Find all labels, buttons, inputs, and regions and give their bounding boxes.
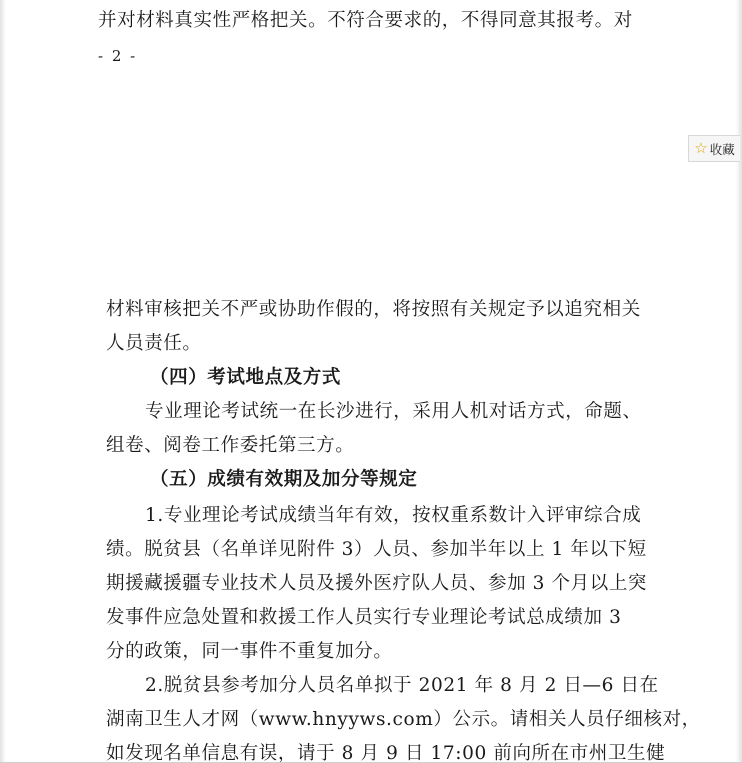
star-icon: ☆	[694, 139, 708, 157]
body-text-line: 2.脱贫县参考加分人员名单拟于 2021 年 8 月 2 日—6 日在	[145, 675, 659, 696]
section-heading: （四）考试地点及方式	[150, 367, 342, 388]
body-text-line: 1.专业理论考试成绩当年有效，按权重系数计入评审综合成	[145, 505, 642, 526]
body-text-line: 如发现名单信息有误，请于 8 月 9 日 17:00 前向所在市州卫生健	[106, 743, 666, 763]
body-text-line: 湖南卫生人才网（www.hnyyws.com）公示。请相关人员仔细核对，	[106, 709, 701, 730]
body-text-line: 材料审核把关不严或协助作假的，将按照有关规定予以追究相关	[106, 299, 641, 320]
page-right-edge	[736, 0, 742, 763]
prev-page-text-line: 并对材料真实性严格把关。不符合要求的，不得同意其报考。对	[98, 10, 633, 31]
page-left-edge	[0, 0, 6, 763]
body-text-line: 发事件应急处置和救援工作人员实行专业理论考试总成绩加 3	[106, 607, 622, 628]
body-text-line: 分的政策，同一事件不重复加分。	[106, 641, 393, 662]
body-text-line: 专业理论考试统一在长沙进行，采用人机对话方式，命题、	[145, 401, 642, 422]
section-heading: （五）成绩有效期及加分等规定	[150, 469, 418, 490]
bookmark-label: 收藏	[709, 141, 735, 157]
page-number: - 2 -	[98, 47, 138, 65]
body-text-line: 绩。脱贫县（名单详见附件 3）人员、参加半年以上 1 年以下短	[106, 539, 647, 560]
body-text-line: 期援藏援疆专业技术人员及援外医疗队人员、参加 3 个月以上突	[106, 573, 648, 594]
bookmark-button[interactable]	[688, 135, 740, 162]
body-text-line: 组卷、阅卷工作委托第三方。	[106, 435, 355, 456]
body-text-line: 人员责任。	[106, 333, 202, 354]
